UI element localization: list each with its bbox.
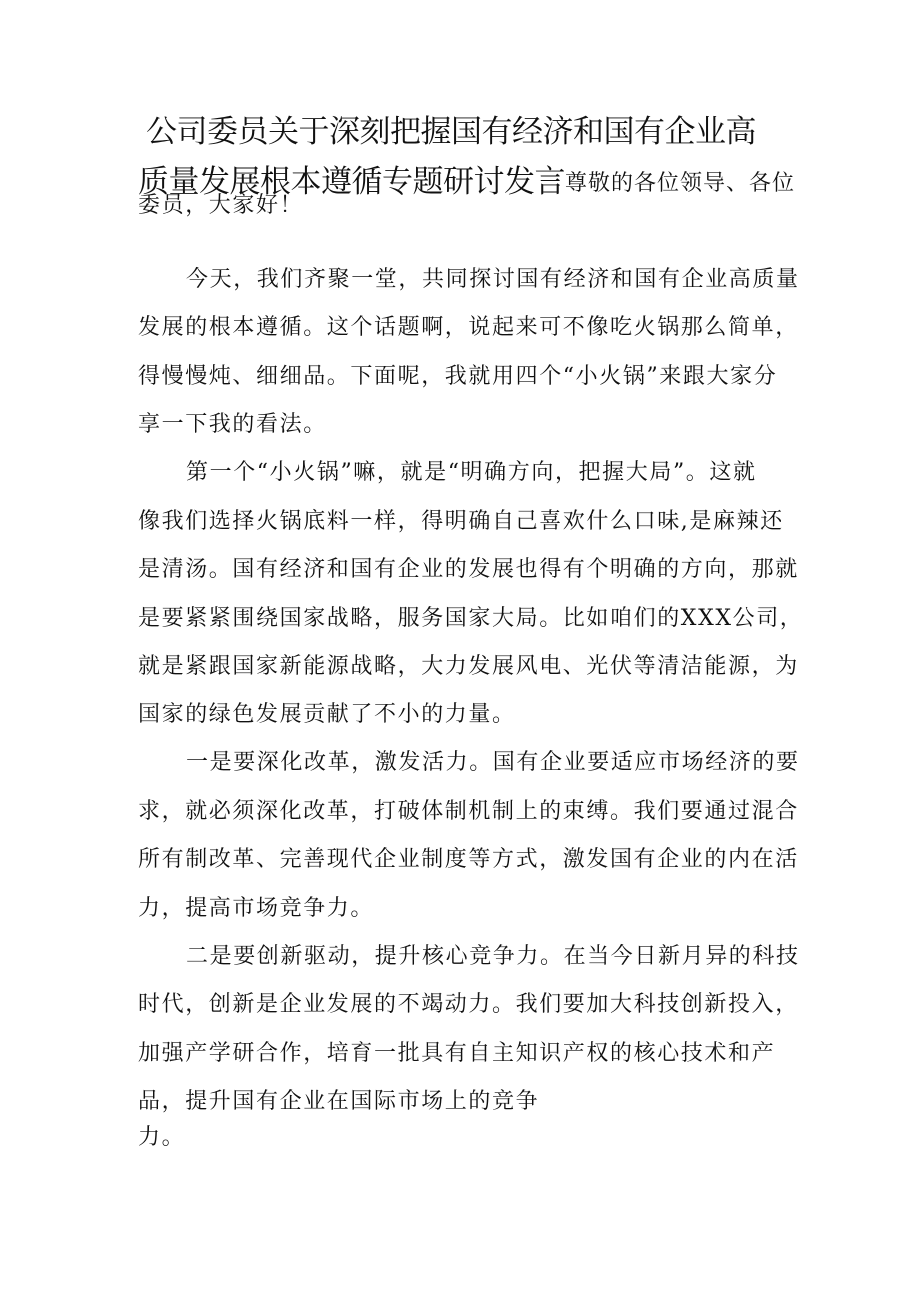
document-title-text: 质量发展根本遵循专题研讨发言 [138, 164, 565, 200]
paragraph-3-line: 求，就必须深化改革，打破体制机制上的束缚。我们要通过混合 [138, 799, 799, 824]
paragraph-3-line: 一是要深化改革，激发活力。国有企业要适应市场经济的要 [186, 750, 800, 775]
paragraph-2-line: 第一个“小火锅”嘛，就是“明确方向，把握大局”。这就 [186, 460, 757, 485]
paragraph-4-line: 加强产学研合作，培育一批具有自主知识产权的核心技术和产 [138, 1041, 776, 1066]
paragraph-1-line: 发展的根本遵循。这个话题啊，说起来可不像吃火锅那么简单， [138, 315, 799, 340]
paragraph-4-line: 时代，创新是企业发展的不竭动力。我们要加大科技创新投入， [138, 992, 799, 1017]
greeting-continuation: 委员，大家好！ [138, 193, 304, 218]
greeting-inline: 尊敬的各位领导、各位 [565, 171, 796, 196]
paragraph-4-line: 品，提升国有企业在国际市场上的竞争 [138, 1089, 540, 1114]
paragraph-2-line: 是清汤。国有经济和国有企业的发展也得有个明确的方向，那就 [138, 557, 799, 582]
paragraph-2-line: 就是紧跟国家新能源战略，大力发展风电、光伏等清洁能源，为 [138, 654, 799, 679]
paragraph-2-line: 像我们选择火锅底料一样，得明确自己喜欢什么口味,是麻辣还 [138, 509, 784, 534]
paragraph-4-line: 力。 [138, 1125, 186, 1150]
paragraph-2-line: 国家的绿色发展贡献了不小的力量。 [138, 702, 516, 727]
paragraph-3-line: 力，提高市场竞争力。 [138, 896, 375, 921]
paragraph-3-line: 所有制改革、完善现代企业制度等方式，激发国有企业的内在活 [138, 847, 799, 872]
paragraph-2-line: 是要紧紧围绕国家战略，服务国家大局。比如咱们的XXX公司， [138, 606, 804, 631]
paragraph-1-line: 今天，我们齐聚一堂，共同探讨国有经济和国有企业高质量 [186, 267, 800, 292]
paragraph-1-line: 享一下我的看法。 [138, 412, 327, 437]
document-title-line-1: 公司委员关于深刻把握国有经济和国有企业高 [146, 114, 756, 150]
paragraph-1-line: 得慢慢炖、细细品。下面呢，我就用四个“小火锅”来跟大家分 [138, 364, 778, 389]
paragraph-4-line: 二是要创新驱动，提升核心竞争力。在当今日新月异的科技 [186, 944, 800, 969]
